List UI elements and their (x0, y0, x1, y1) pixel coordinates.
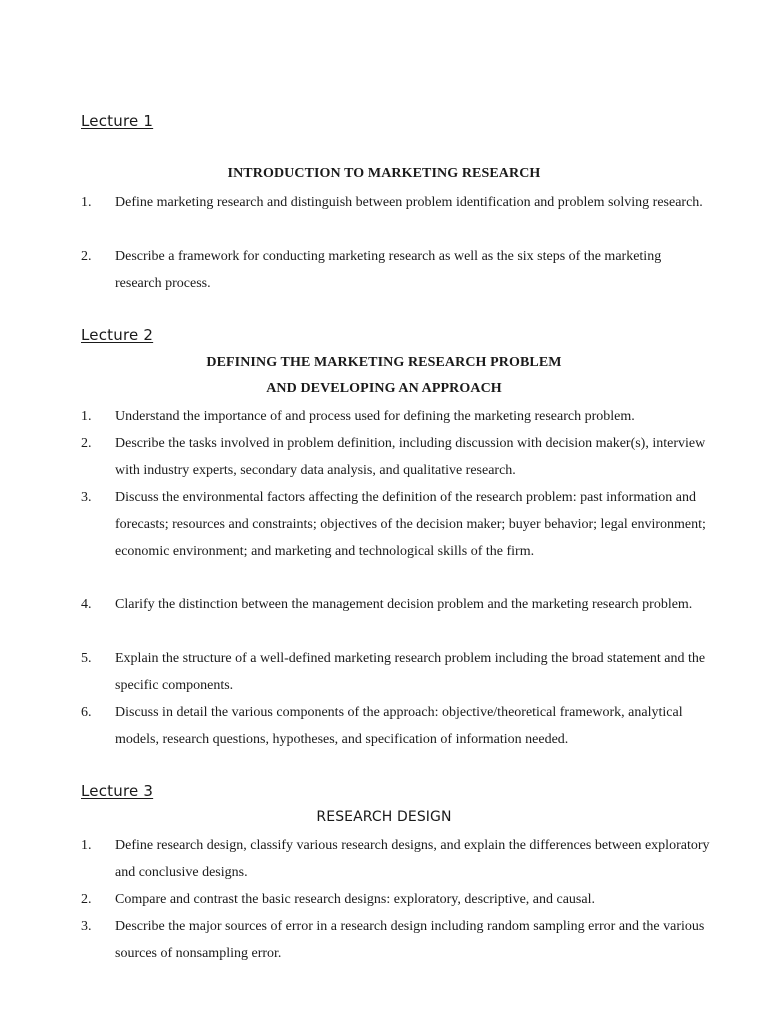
list-item-number: 4. (81, 597, 92, 612)
list-item-number: 5. (81, 651, 92, 666)
list-item (81, 484, 721, 565)
list-item-number: 1. (81, 838, 92, 853)
list-item-text: Define marketing research and distinguish between problem identification and problem solving research. (115, 195, 703, 210)
list-item-number: 3. (81, 490, 92, 505)
list-item-text: Describe a framework for conducting marketing research as well as the six steps of the marketing research process. (115, 249, 662, 291)
list-item-text: Describe the tasks involved in problem definition, including discussion with decision maker(s), interview with industry experts, secondary data analysis, and qualitative research. (115, 436, 706, 478)
list-item (81, 886, 721, 913)
list-item (81, 645, 721, 699)
list-item-text: Discuss the environmental factors affecting the definition of the research problem: past information and forecasts; resources and constraints; objectives of the decision maker; buyer behavior; legal environment; economic environment; and marketing and technological skills of the firm. (115, 490, 706, 559)
list-item-text: Discuss in detail the various components of the approach: objective/theoretical framework, analytical models, research questions, hypotheses, and specification of information needed. (115, 705, 683, 747)
list-item-number: 3. (81, 919, 92, 934)
lecture-1-title: INTRODUCTION TO MARKETING RESEARCH (227, 166, 541, 181)
list-item (81, 430, 721, 484)
lecture-2-heading: Lecture 2 (81, 326, 154, 344)
list-item-number: 1. (81, 409, 92, 424)
list-item (81, 699, 721, 753)
lecture-3-title: RESEARCH DESIGN (316, 809, 452, 825)
lecture-2-title-line-1: DEFINING THE MARKETING RESEARCH PROBLEM (206, 355, 562, 370)
list-item-number: 2. (81, 892, 92, 907)
list-item-text: Understand the importance of and process used for defining the marketing research problem. (115, 409, 635, 424)
list-item-number: 1. (81, 195, 92, 210)
list-item-text: Clarify the distinction between the management decision problem and the marketing research problem. (115, 597, 693, 612)
list-item (81, 403, 721, 430)
list-item (81, 189, 721, 216)
list-item-text: Explain the structure of a well-defined marketing research problem including the broad statement and the specific components. (115, 651, 706, 693)
list-item (81, 832, 721, 886)
list-item-text: Compare and contrast the basic research designs: exploratory, descriptive, and causal. (115, 892, 595, 907)
list-item-text: Describe the major sources of error in a research design including random sampling error and the various sources of nonsampling error. (115, 919, 705, 961)
lecture-3-heading: Lecture 3 (81, 782, 154, 800)
lecture-1-heading: Lecture 1 (81, 112, 154, 130)
lecture-2-title-line-2: AND DEVELOPING AN APPROACH (266, 381, 502, 396)
list-item-number: 2. (81, 249, 92, 264)
list-item-number: 2. (81, 436, 92, 451)
list-item-text: Define research design, classify various research designs, and explain the differences between exploratory and conclusive designs. (115, 838, 710, 880)
list-item-number: 6. (81, 705, 92, 720)
list-item (81, 243, 721, 297)
list-item (81, 913, 721, 967)
list-item (81, 591, 721, 618)
